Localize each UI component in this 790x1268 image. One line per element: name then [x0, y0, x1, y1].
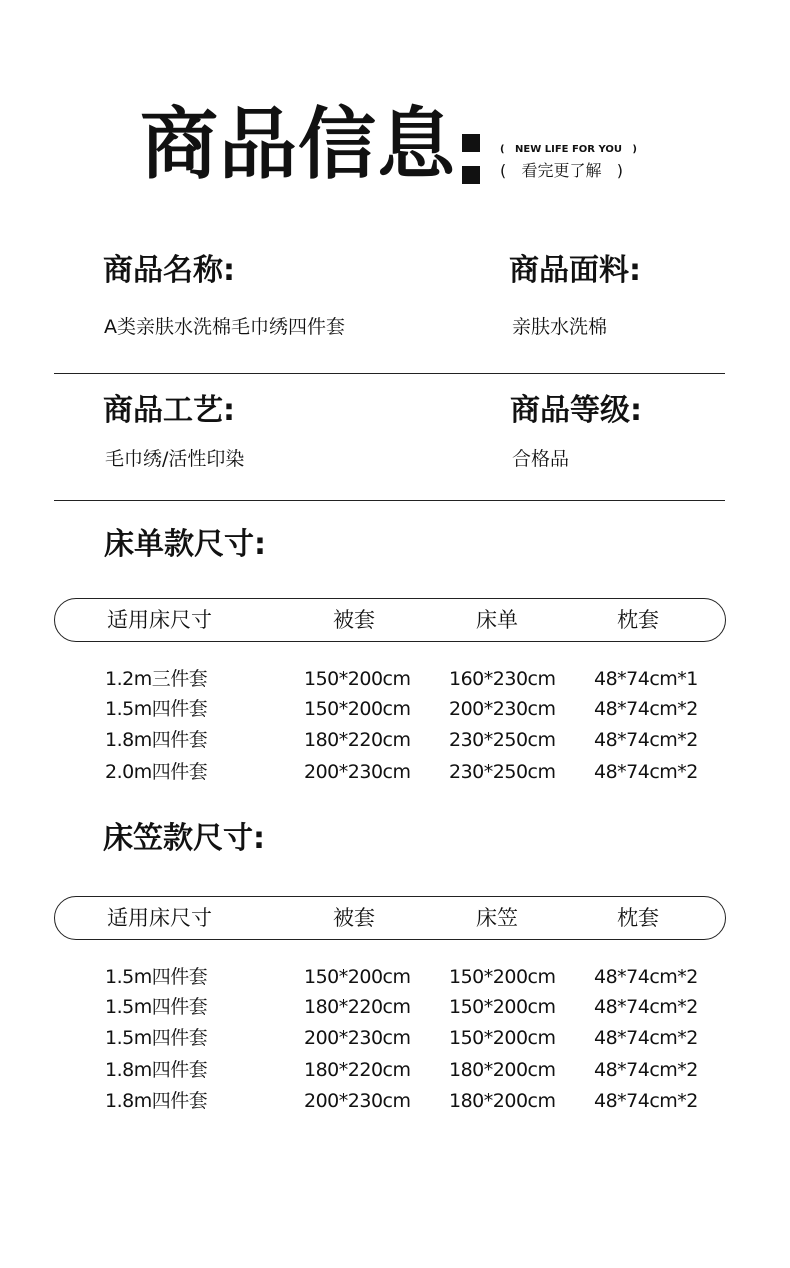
table-row	[0, 666, 790, 692]
cell-pillowcase: 48*74cm*2	[594, 966, 698, 988]
table-row	[0, 1025, 790, 1051]
cell-bed-size: 1.5m四件套	[105, 1027, 208, 1049]
cell-bed-size: 1.2m三件套	[105, 668, 208, 690]
cell-duvet-cover: 200*230cm	[304, 1027, 411, 1049]
table-row	[0, 1088, 790, 1114]
grade-label: 商品等级:	[510, 393, 642, 428]
craft-label: 商品工艺:	[103, 393, 235, 428]
cell-bed-sheet: 230*250cm	[449, 729, 556, 751]
header-duvet-cover: 被套	[333, 608, 375, 632]
cell-fitted-sheet: 180*200cm	[449, 1090, 556, 1112]
title-colon-icon	[462, 126, 484, 182]
cell-bed-size: 2.0m四件套	[105, 761, 208, 783]
page-title: 商品信息	[140, 100, 457, 190]
cell-fitted-sheet: 150*200cm	[449, 966, 556, 988]
cell-pillowcase: 48*74cm*2	[594, 698, 698, 720]
cell-pillowcase: 48*74cm*2	[594, 761, 698, 783]
cell-fitted-sheet: 180*200cm	[449, 1059, 556, 1081]
cell-bed-size: 1.8m四件套	[105, 1059, 208, 1081]
product-name-label: 商品名称:	[103, 253, 235, 288]
cell-pillowcase: 48*74cm*1	[594, 668, 698, 690]
table-row	[0, 1057, 790, 1083]
cell-pillowcase: 48*74cm*2	[594, 1027, 698, 1049]
cell-bed-size: 1.5m四件套	[105, 698, 208, 720]
cell-pillowcase: 48*74cm*2	[594, 1059, 698, 1081]
grade-value: 合格品	[512, 448, 570, 470]
cell-duvet-cover: 150*200cm	[304, 668, 411, 690]
table-row	[0, 727, 790, 753]
cell-bed-size: 1.5m四件套	[105, 966, 208, 988]
subtitle-english: ( NEW LIFE FOR YOU )	[500, 144, 637, 155]
cell-duvet-cover: 180*220cm	[304, 1059, 411, 1081]
divider	[54, 500, 725, 501]
fitted-table-header	[54, 896, 726, 940]
cell-fitted-sheet: 150*200cm	[449, 1027, 556, 1049]
header-duvet-cover: 被套	[333, 906, 375, 930]
header-pillowcase: 枕套	[617, 906, 659, 930]
table-row	[0, 964, 790, 990]
sheet-table-header	[54, 598, 726, 642]
table-row	[0, 696, 790, 722]
fabric-value: 亲肤水洗棉	[512, 316, 608, 338]
product-name-value: A类亲肤水洗棉毛巾绣四件套	[104, 316, 345, 338]
divider	[54, 373, 725, 374]
table-row	[0, 759, 790, 785]
header-bed-size: 适用床尺寸	[107, 608, 212, 632]
cell-pillowcase: 48*74cm*2	[594, 729, 698, 751]
cell-duvet-cover: 150*200cm	[304, 966, 411, 988]
header-fitted-sheet: 床笠	[476, 906, 518, 930]
cell-bed-sheet: 230*250cm	[449, 761, 556, 783]
cell-bed-size: 1.8m四件套	[105, 729, 208, 751]
cell-bed-size: 1.5m四件套	[105, 996, 208, 1018]
cell-pillowcase: 48*74cm*2	[594, 1090, 698, 1112]
cell-bed-size: 1.8m四件套	[105, 1090, 208, 1112]
fitted-section-title: 床笠款尺寸:	[103, 821, 265, 856]
cell-duvet-cover: 200*230cm	[304, 1090, 411, 1112]
sheet-section-title: 床单款尺寸:	[104, 527, 266, 562]
cell-bed-sheet: 160*230cm	[449, 668, 556, 690]
subtitle-chinese: ( 看完更了解 )	[500, 161, 624, 180]
header-bed-size: 适用床尺寸	[107, 906, 212, 930]
cell-duvet-cover: 200*230cm	[304, 761, 411, 783]
cell-bed-sheet: 200*230cm	[449, 698, 556, 720]
cell-fitted-sheet: 150*200cm	[449, 996, 556, 1018]
header-bed-sheet: 床单	[476, 608, 518, 632]
cell-duvet-cover: 180*220cm	[304, 729, 411, 751]
craft-value: 毛巾绣/活性印染	[105, 448, 245, 470]
header-pillowcase: 枕套	[617, 608, 659, 632]
table-row	[0, 994, 790, 1020]
cell-pillowcase: 48*74cm*2	[594, 996, 698, 1018]
cell-duvet-cover: 180*220cm	[304, 996, 411, 1018]
cell-duvet-cover: 150*200cm	[304, 698, 411, 720]
fabric-label: 商品面料:	[509, 253, 641, 288]
